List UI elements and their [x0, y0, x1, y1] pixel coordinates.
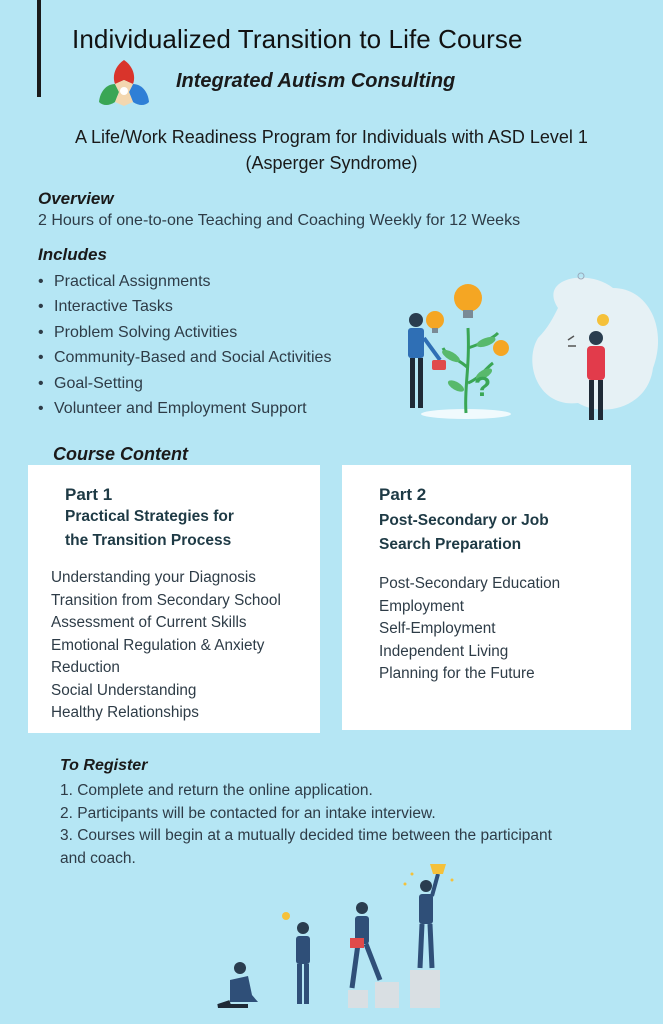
- register-step: 3. Courses will begin at a mutually decided time between the participant and coach.: [60, 827, 552, 867]
- part1-card: [28, 465, 320, 733]
- includes-item: • Goal-Setting: [38, 371, 331, 396]
- part2-item: Self-Employment: [379, 620, 496, 637]
- subtitle-line-2: (Asperger Syndrome): [245, 153, 418, 173]
- integrated-autism-logo-icon: [95, 58, 153, 110]
- part2-item: Employment: [379, 597, 465, 615]
- part1-list: [51, 567, 281, 725]
- part1-heading: Part 1: [65, 485, 113, 504]
- register-heading: To Register: [60, 757, 148, 774]
- part2-item: Independent Living: [379, 642, 509, 660]
- progress-stairs-illustration-icon: [200, 860, 470, 1020]
- includes-heading: Includes: [38, 245, 107, 264]
- register-step: 2. Participants will be contacted for an intake interview.: [60, 804, 436, 822]
- part2-heading: Part 2: [379, 485, 427, 504]
- part2-item: Planning for the Future: [379, 665, 535, 682]
- part1-item: Assessment of Current Skills: [51, 614, 247, 631]
- program-subtitle: [20, 124, 643, 176]
- part2-item: Post-Secondary Education: [379, 575, 561, 592]
- includes-item: • Interactive Tasks: [38, 294, 331, 319]
- part1-item: Transition from Secondary School: [51, 591, 281, 609]
- part1-subtitle-line-2: the Transition Process: [65, 532, 232, 549]
- overview-text: 2 Hours of one-to-one Teaching and Coaching Weekly for 12 Weeks: [38, 212, 521, 229]
- part2-list: [379, 573, 560, 686]
- part1-item: Social Understanding: [51, 681, 197, 699]
- organization-name: Integrated Autism Consulting: [176, 70, 456, 92]
- overview-heading: Overview: [38, 189, 114, 208]
- page-title: Individualized Transition to Life Course: [72, 24, 523, 54]
- part2-subtitle: [379, 509, 549, 557]
- part1-item: Emotional Regulation & Anxiety: [51, 636, 265, 654]
- part1-subtitle: [65, 505, 234, 553]
- svg-text:?: ?: [474, 371, 492, 402]
- includes-item: • Community-Based and Social Activities: [38, 345, 331, 370]
- includes-item: • Practical Assignments: [38, 269, 331, 294]
- accent-bar: [37, 0, 41, 97]
- part1-item: Healthy Relationships: [51, 704, 199, 721]
- part1-item: Reduction: [51, 659, 120, 676]
- course-content-heading: Course Content: [53, 444, 188, 464]
- part2-subtitle-line-1: Post-Secondary or Job: [379, 512, 549, 529]
- part1-item: Understanding your Diagnosis: [51, 569, 256, 586]
- part2-card: [342, 465, 631, 730]
- subtitle-line-1: A Life/Work Readiness Program for Individuals with ASD Level 1: [75, 127, 588, 147]
- part2-subtitle-line-2: Search Preparation: [379, 536, 522, 553]
- part1-subtitle-line-1: Practical Strategies for: [65, 508, 234, 525]
- register-steps: [60, 780, 580, 870]
- includes-item: • Volunteer and Employment Support: [38, 396, 331, 421]
- includes-list: [38, 269, 331, 421]
- register-step: 1. Complete and return the online application.: [60, 782, 373, 799]
- includes-item: • Problem Solving Activities: [38, 320, 331, 345]
- growing-ideas-illustration-icon: [388, 268, 663, 428]
